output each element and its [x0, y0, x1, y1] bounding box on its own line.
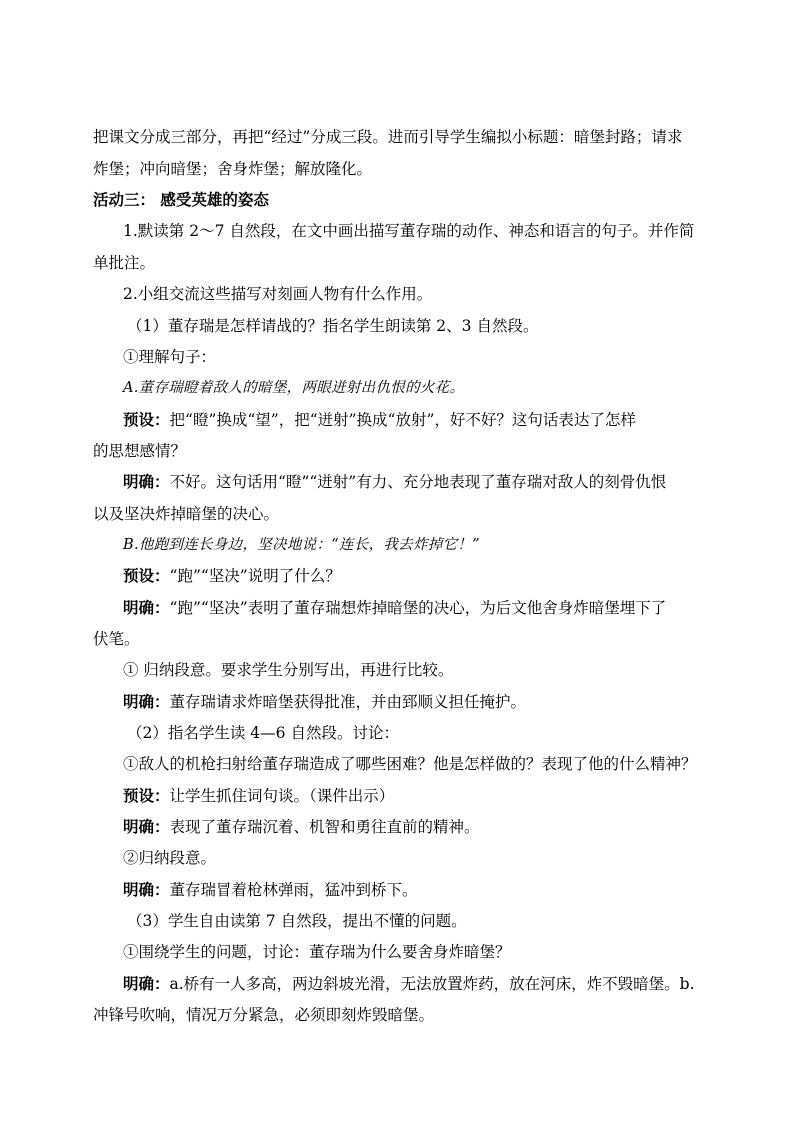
clarify-label: 明确： — [123, 974, 170, 993]
intro-line-1: 把课文分成三部分，再把“经过”分成三段。进而引导学生编拟小标题：暗堡封路；请求 — [93, 128, 683, 146]
question-1-sub-1: ①理解句子： — [123, 348, 217, 366]
question-3: （3）学生自由读第 7 自然段，提出不懂的问题。 — [127, 912, 467, 930]
question-2-sub-1: ①敌人的机枪扫射给董存瑞造成了哪些困难？他是怎样做的？表现了他的什么精神？ — [123, 755, 697, 773]
presup-d-line — [123, 785, 394, 807]
intro-line-2: 炸堡；冲向暗堡；舍身炸堡；解放隆化。 — [93, 160, 373, 178]
presup-label: 预设： — [123, 410, 170, 429]
clarify-label: 明确： — [123, 692, 170, 711]
clarify-e-text: 董存瑞冒着枪林弹雨，猛冲到桥下。 — [169, 881, 418, 899]
clarify-e-line — [123, 879, 418, 901]
clarify-label: 明确： — [123, 598, 170, 617]
clarify-d-line — [123, 816, 480, 838]
clarify-f-text: a.桥有一人多高，两边斜坡光滑，无法放置炸药，放在河床，炸不毁暗堡。b. — [169, 975, 695, 993]
clarify-a-line-2: 以及坚决炸掉暗堡的决心。 — [93, 505, 280, 523]
presup-d-text: 让学生抓住词句谈。（课件出示） — [169, 787, 395, 805]
presup-a-line-2: 的思想感情？ — [93, 442, 187, 460]
presup-label: 预设： — [123, 786, 170, 805]
clarify-d-text: 表现了董存瑞沉着、机智和勇往直前的精神。 — [169, 818, 480, 836]
clarify-label: 明确： — [123, 472, 170, 491]
clarify-a-line-1 — [123, 471, 666, 493]
sentence-b: B.他跑到连长身边，坚决地说：“连长，我去炸掉它！” — [123, 537, 480, 553]
presup-b-text: “跑”“坚决”说明了什么？ — [169, 567, 341, 585]
question-3-sub-1: ①围绕学生的问题，讨论：董存瑞为什么要舍身炸暗堡？ — [123, 943, 511, 961]
sentence-a: A.董存瑞瞪着敌人的暗堡，两眼迸射出仇恨的火花。 — [123, 380, 465, 396]
presup-b-line — [123, 565, 341, 587]
presup-label: 预设： — [123, 566, 170, 585]
step1-line-1: 1.默读第 2～7 自然段，在文中画出描写董存瑞的动作、神态和语言的句子。并作简 — [123, 222, 695, 240]
step2-line: 2.小组交流这些描写对刻画人物有什么作用。 — [123, 285, 433, 303]
presup-a-line-1 — [123, 409, 636, 431]
clarify-label: 明确： — [123, 817, 170, 836]
clarify-a-text: 不好。这句话用“瞪”“迸射”有力、充分地表现了董存瑞对敌人的刻骨仇恨 — [169, 473, 667, 491]
step1-line-2: 单批注。 — [93, 254, 156, 272]
clarify-c-line — [123, 691, 526, 713]
clarify-c-text: 董存瑞请求炸暗堡获得批准，并由郅顺义担任掩护。 — [169, 693, 527, 711]
clarify-label: 明确： — [123, 880, 170, 899]
question-2-sub-2: ②归纳段意。 — [123, 849, 217, 867]
clarify-b-line-1 — [123, 597, 666, 619]
clarify-f-line-2: 冲锋号吹响，情况万分紧急，必须即刻炸毁暗堡。 — [93, 1006, 435, 1024]
presup-a-text: 把“瞪”换成“望”，把“迸射”换成“放射”，好不好？这句话表达了怎样 — [169, 411, 636, 429]
question-2: （2）指名学生读 4—6 自然段。讨论： — [127, 724, 399, 742]
clarify-b-line-2: 伏笔。 — [93, 630, 140, 648]
clarify-b-text: “跑”“坚决”表明了董存瑞想炸掉暗堡的决心，为后文他舍身炸暗堡埋下了 — [169, 599, 667, 617]
clarify-f-line-1 — [123, 973, 695, 995]
question-1-sub-2: ① 归纳段意。要求学生分别写出，再进行比较。 — [123, 661, 454, 679]
question-1: （1）董存瑞是怎样请战的？指名学生朗读第 2、3 自然段。 — [127, 317, 539, 335]
activity-heading: 活动三： 感受英雄的姿态 — [93, 190, 269, 209]
